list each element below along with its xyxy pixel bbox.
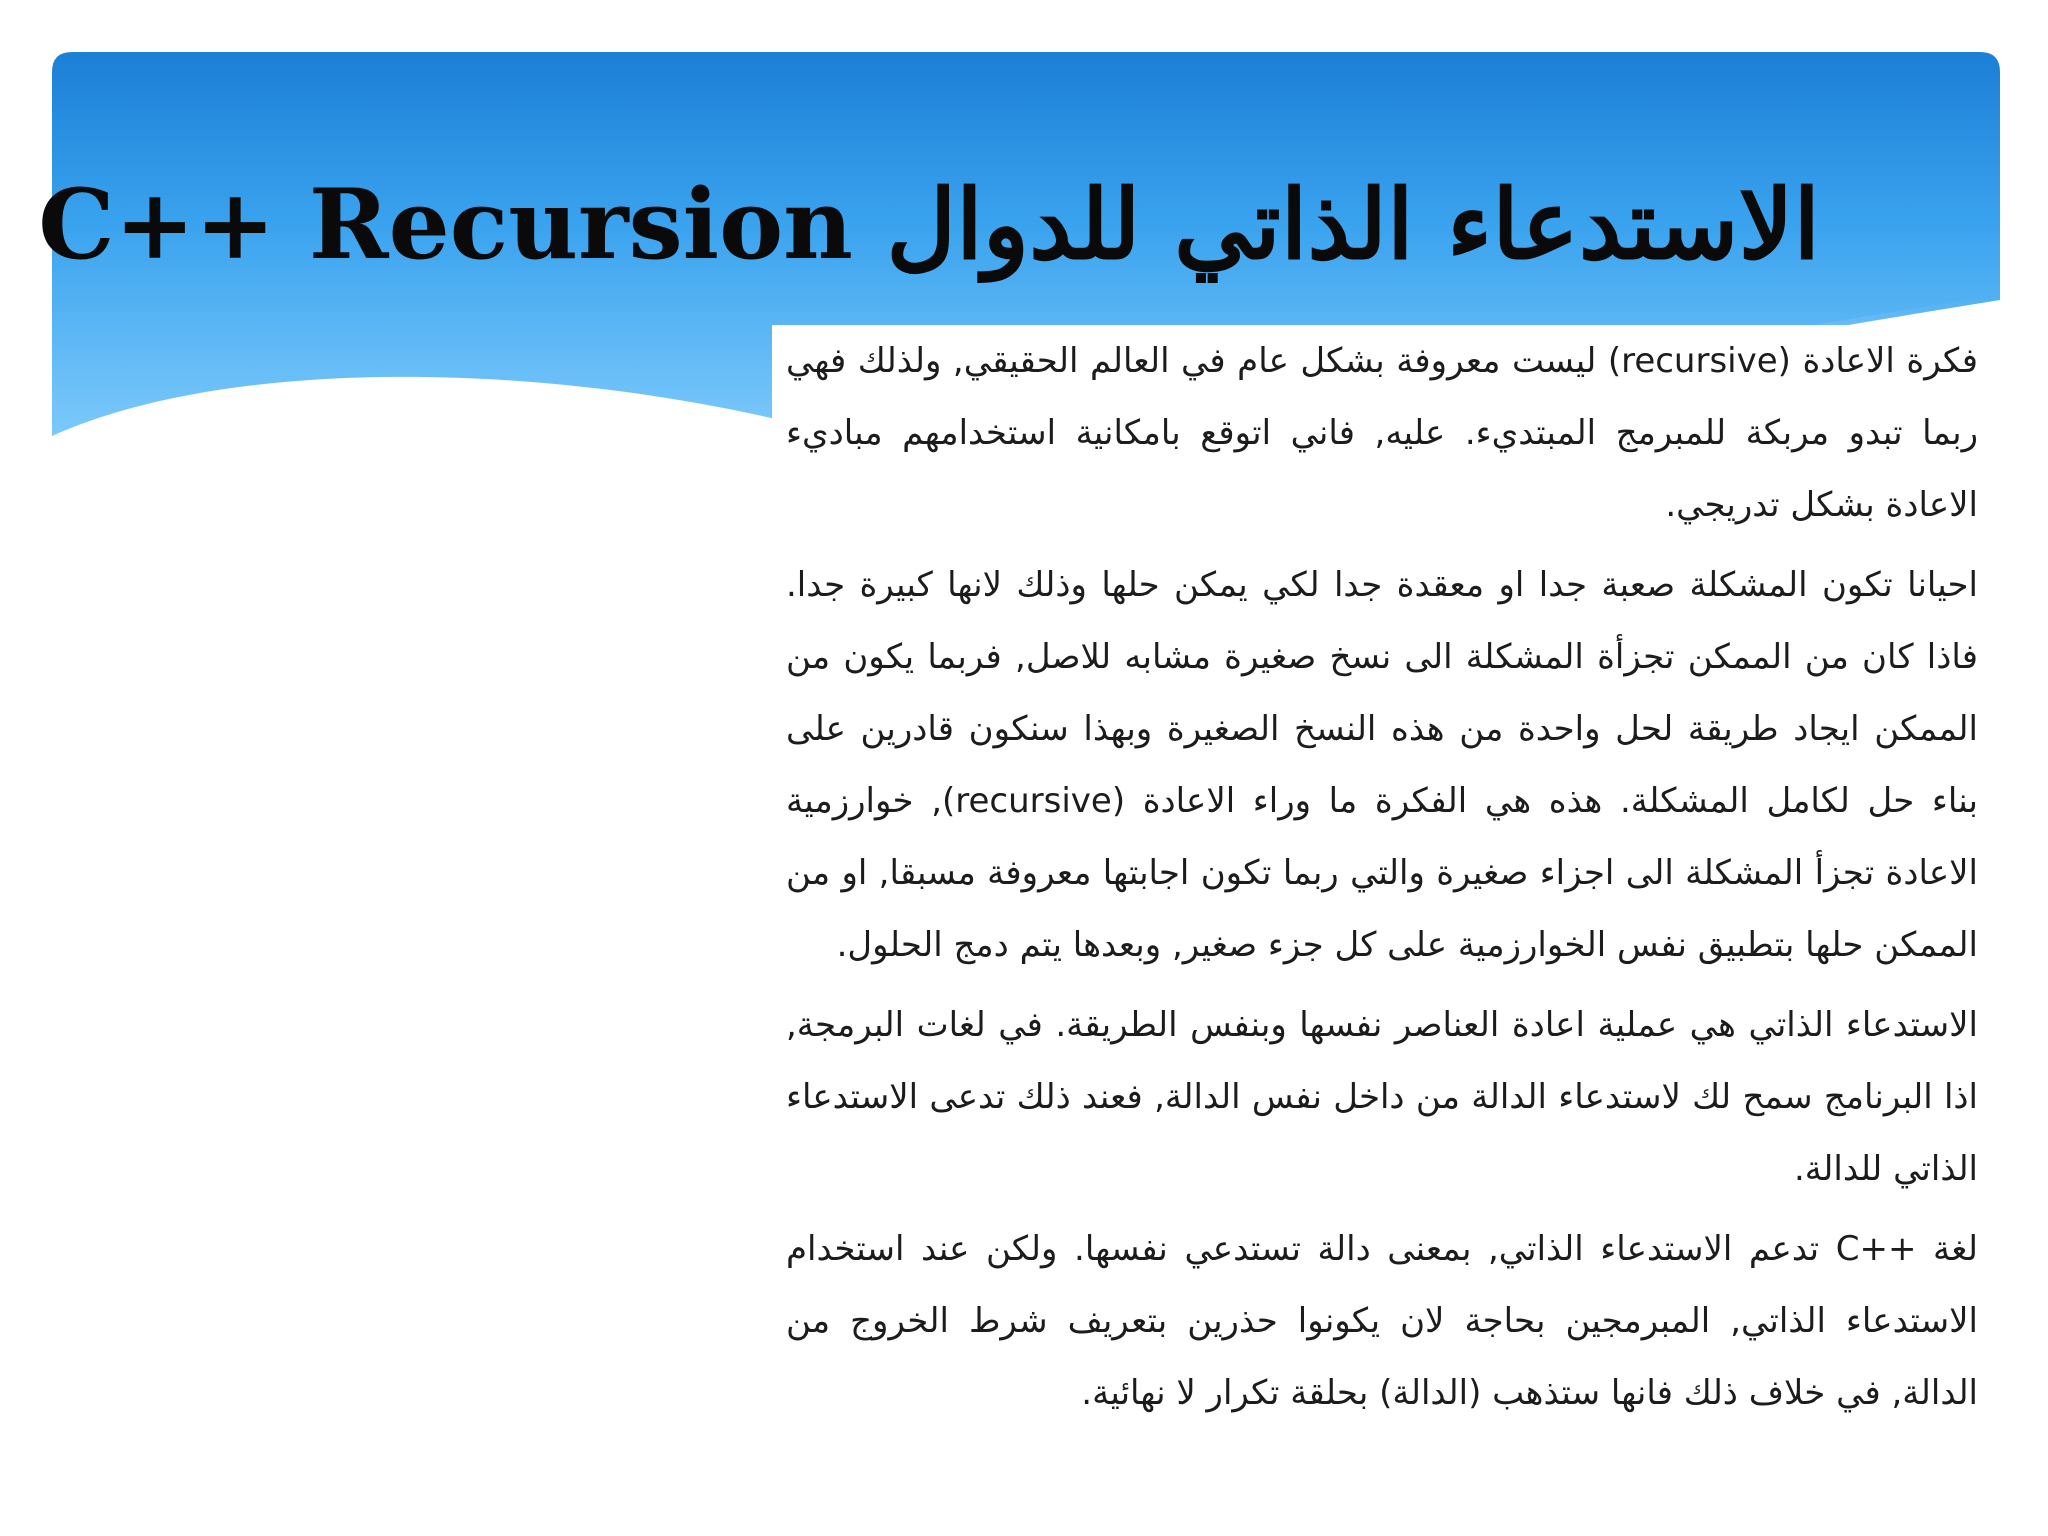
slide-title: الاستدعاء الذاتي للدوال C++ Recursion <box>38 168 1820 281</box>
body-text <box>772 325 2000 1437</box>
paragraph-intro: فكرة الاعادة (recursive) ليست معروفة بشكل عام في العالم الحقيقي, ولذلك فهي ربما تبدو مربكة للمبرمج المبتديء. عليه, فاني اتوقع بامكانية استخدامهم مباديء الاعادة بشكل تدريجي. <box>772 325 2000 541</box>
paragraph-problem-splitting: احيانا تكون المشكلة صعبة جدا او معقدة جدا لكي يمكن حلها وذلك لانها كبيرة جدا. فاذا كان من الممكن تجزأة المشكلة الى نسخ صغيرة مشابه للاصل, فربما يكون من الممكن ايجاد طريقة لحل واحدة من هذه النسخ الصغيرة وبهذا سنكون قادرين على بناء حل لكامل المشكلة. هذه هي الفكرة ما وراء الاعادة (recursive), خوارزمية الاعادة تجزأ المشكلة الى اجزاء صغيرة والتي ربما تكون اجابتها معروفة مسبقا, او من الممكن حلها بتطبيق نفس الخوارزمية على كل جزء صغير, وبعدها يتم دمج الحلول. <box>786 565 1978 965</box>
paragraph-cpp-support: لغة ++C تدعم الاستدعاء الذاتي, بمعنى دالة تستدعي نفسها. ولكن عند استخدام الاستدعاء الذاتي, المبرمجين بحاجة لان يكونوا حذرين بتعريف شرط الخروج من الدالة, في خلاف ذلك فانها ستذهب (الدالة) بحلقة تكرار لا نهائية. <box>786 1229 1978 1413</box>
paragraph-definition: الاستدعاء الذاتي هي عملية اعادة العناصر نفسها وبنفس الطريقة. في لغات البرمجة, اذا البرنامج سمح لك لاستدعاء الدالة من داخل نفس الدالة, فعند ذلك تدعى الاستدعاء الذاتي للدالة. <box>786 1005 1978 1189</box>
